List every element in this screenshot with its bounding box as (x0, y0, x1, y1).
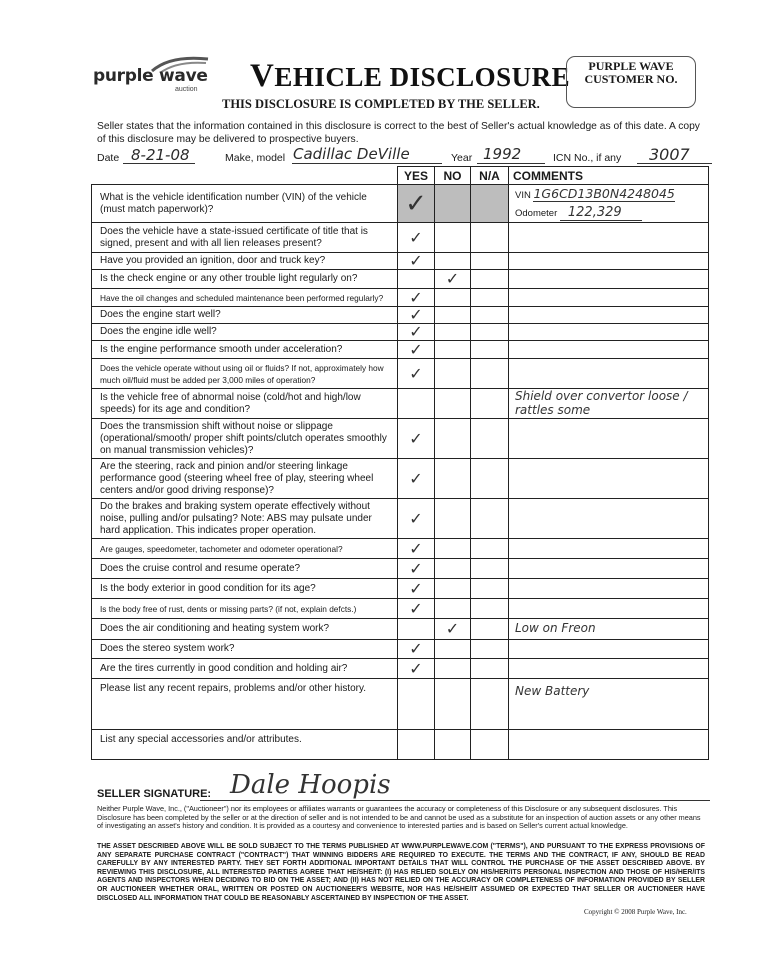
answer-no-cell[interactable] (435, 539, 471, 559)
make-label: Make, model (225, 152, 286, 164)
answer-na-cell[interactable] (471, 389, 509, 419)
col-comments: COMMENTS (509, 167, 709, 185)
answer-yes-cell[interactable] (398, 640, 435, 659)
date-value: 8-21-08 (131, 146, 190, 164)
comment-cell[interactable] (509, 730, 709, 760)
copyright: Copyright © 2008 Purple Wave, Inc. (584, 908, 687, 916)
check-mark: ✓ (445, 619, 460, 638)
answer-yes-cell[interactable] (398, 559, 435, 579)
comment-cell[interactable] (509, 459, 709, 499)
year-label: Year (451, 152, 473, 164)
question-text: Does the vehicle have a state-issued certificate of title that is signed, present and with all lien releases present? (92, 223, 398, 253)
question-text: Does the transmission shift without noise or slippage (operational/smooth/ proper shift points/clutch operates smoothly on manual transmission vehicles)? (92, 419, 398, 459)
terms-text: THE ASSET DESCRIBED ABOVE WILL BE SOLD SUBJECT TO THE TERMS PUBLISHED AT WWW.PURPLEWAVE.COM ("TERMS"), AND PURSUANT TO THE EXPRESS PROVISIONS OF ANY SEPARATE PURCHASE CONTRACT ("CONTRACT") THAT WINNING BIDDERS ARE REQUIRED TO EXECUTE. THE TERMS AND THE CONTRACT, IF ANY, SHOULD BE READ CAREFULLY BY ANY INTERESTED PARTY. THEY SET FORTH ADDITIONAL IMPORTANT DETAILS THAT WILL CONTROL THE PURCHASE OF THE ASSET DESCRIBED ABOVE. BY REVIEWING THIS DISCLOSURE, ALL INTERESTED PARTIES AGREE THAT HE/SHE/IT: (I) HAS RELIED SOLELY ON HIS/HER/ITS PERSONAL INSPECTION AND THOSE OF HIS/HER/ITS AGENTS AND INSPECTORS WHEN DECIDING TO BID ON THE ASSET; AND (II) HAS NOT RELIED ON THE ACCURACY OR COMPLETENESS OF INFORMATION PROVIDED BY SELLER OR AUCTIONEER WHETHER ORAL, WRITTEN OR POSTED ON AUCTIONEER'S WEBSITE, NOR HAS HE/SHE/IT ASSUMED OR EXPECTED THAT SELLER OR AUCTIONEER HAVE DISCLOSED ALL INFORMATION THAT COULD BE REASONABLY ASCERTAINED BY INSPECTION OF THE ASSET. (97, 843, 705, 902)
check-mark: ✓ (445, 269, 460, 288)
answer-yes-cell[interactable] (398, 459, 435, 499)
question-text: Are gauges, speedometer, tachometer and odometer operational? (92, 539, 398, 559)
answer-no-cell[interactable] (435, 619, 471, 640)
answer-na-cell[interactable] (471, 539, 509, 559)
answer-na-cell[interactable] (471, 253, 509, 270)
answer-no-cell[interactable] (435, 359, 471, 389)
comment-cell[interactable] (509, 539, 709, 559)
signature-value: Dale Hoopis (230, 770, 391, 800)
check-mark: ✓ (409, 538, 423, 558)
answer-no-cell[interactable] (435, 389, 471, 419)
comment-cell[interactable] (509, 640, 709, 659)
comment-cell[interactable] (509, 270, 709, 289)
answer-no-cell[interactable] (435, 579, 471, 599)
intro-text: Seller states that the information contained in this disclosure is correct to the best of Seller's actual knowledge as of this date. A copy of this disclosure may be delivered to prospective buyers. (97, 121, 700, 145)
comment-cell[interactable] (509, 289, 709, 307)
disclosure-table (91, 166, 709, 760)
answer-no-cell[interactable] (435, 289, 471, 307)
question-row (92, 324, 709, 341)
answer-no-cell[interactable] (435, 559, 471, 579)
comment-cell[interactable] (509, 419, 709, 459)
comment-cell[interactable] (509, 599, 709, 619)
answer-na-cell[interactable] (471, 341, 509, 359)
answer-yes-cell[interactable] (398, 324, 435, 341)
question-text: Have you provided an ignition, door and truck key? (92, 253, 398, 270)
comment-cell[interactable] (509, 389, 709, 419)
question-text: List any special accessories and/or attributes. (92, 730, 398, 760)
answer-na-cell[interactable] (471, 185, 509, 223)
answer-yes-cell[interactable] (398, 659, 435, 679)
question-row (92, 185, 709, 223)
make-value: Cadillac DeVille (293, 145, 410, 163)
answer-na-cell[interactable] (471, 223, 509, 253)
check-mark: ✓ (409, 658, 423, 678)
answer-no-cell[interactable] (435, 341, 471, 359)
answer-no-cell[interactable] (435, 185, 471, 223)
answer-no-cell[interactable] (435, 679, 471, 730)
question-row (92, 270, 709, 289)
question-row (92, 359, 709, 389)
answer-na-cell[interactable] (471, 459, 509, 499)
check-mark: ✓ (409, 363, 423, 383)
question-row (92, 307, 709, 324)
answer-na-cell[interactable] (471, 324, 509, 341)
answer-yes-cell[interactable] (398, 389, 435, 419)
question-text: Does the air conditioning and heating system work? (92, 619, 398, 640)
question-text: Does the engine start well? (92, 307, 398, 324)
question-row (92, 619, 709, 640)
question-row (92, 579, 709, 599)
comment-cell[interactable] (509, 619, 709, 640)
question-text: Are the steering, rack and pinion and/or steering linkage performance good (steering wheel free of play, steering wheel centers and/or good driving response)? (92, 459, 398, 499)
answer-na-cell[interactable] (471, 619, 509, 640)
question-text: Is the vehicle free of abnormal noise (cold/hot and high/low speeds) for its age and condition? (92, 389, 398, 419)
answer-na-cell[interactable] (471, 679, 509, 730)
answer-na-cell[interactable] (471, 579, 509, 599)
vin-label: VIN (515, 190, 531, 201)
comment-cell[interactable] (509, 253, 709, 270)
comment-cell[interactable] (509, 559, 709, 579)
answer-yes-cell[interactable] (398, 253, 435, 270)
date-label: Date (97, 152, 120, 164)
answer-no-cell[interactable] (435, 659, 471, 679)
check-mark: ✓ (409, 558, 423, 578)
answer-yes-cell[interactable] (398, 270, 435, 289)
odometer-label: Odometer (515, 208, 558, 219)
comment-cell[interactable] (509, 341, 709, 359)
year-value: 1992 (483, 145, 522, 163)
icn-value: 3007 (649, 145, 690, 164)
question-row (92, 599, 709, 619)
question-row (92, 539, 709, 559)
question-text: Have the oil changes and scheduled maintenance been performed regularly? (92, 289, 398, 307)
question-row (92, 499, 709, 539)
answer-na-cell[interactable] (471, 599, 509, 619)
answer-yes-cell[interactable] (398, 341, 435, 359)
answer-no-cell[interactable] (435, 730, 471, 760)
answer-na-cell[interactable] (471, 359, 509, 389)
question-row (92, 289, 709, 307)
comment-text: New Battery (515, 684, 590, 698)
page-title: VEHICLE DISCLOSURE (250, 58, 571, 94)
answer-na-cell[interactable] (471, 419, 509, 459)
answer-yes-cell[interactable] (398, 419, 435, 459)
answer-no-cell[interactable] (435, 599, 471, 619)
question-text: Is the body exterior in good condition for its age? (92, 579, 398, 599)
col-yes: YES (398, 167, 435, 185)
comment-text: Shield over convertor loose / rattles some (515, 388, 688, 417)
answer-no-cell[interactable] (435, 307, 471, 324)
answer-yes-cell[interactable] (398, 539, 435, 559)
answer-na-cell[interactable] (471, 559, 509, 579)
question-text: Is the body free of rust, dents or missing parts? (if not, explain defcts.) (92, 599, 398, 619)
question-text: What is the vehicle identification number (VIN) of the vehicle (must match paperwork)? (92, 185, 398, 223)
check-mark: ✓ (409, 639, 423, 658)
answer-na-cell[interactable] (471, 307, 509, 324)
answer-na-cell[interactable] (471, 270, 509, 289)
question-row (92, 253, 709, 270)
question-row (92, 341, 709, 359)
question-text: Does the stereo system work? (92, 640, 398, 659)
answer-no-cell[interactable] (435, 223, 471, 253)
question-text: Do the brakes and braking system operate effectively without noise, pulling and/or pulsating? Note: ABS may pulsate under hard application. This indicates proper operation. (92, 499, 398, 539)
comment-cell[interactable] (509, 324, 709, 341)
question-row (92, 419, 709, 459)
question-row (92, 459, 709, 499)
check-mark: ✓ (409, 508, 423, 528)
question-text: Is the check engine or any other trouble light regularly on? (92, 270, 398, 289)
question-row (92, 659, 709, 679)
vin-value: 1G6CD13B0N4248045 (533, 186, 675, 201)
question-text: Is the engine performance smooth under acceleration? (92, 341, 398, 359)
answer-na-cell[interactable] (471, 289, 509, 307)
answer-no-cell[interactable] (435, 419, 471, 459)
comment-cell[interactable] (509, 307, 709, 324)
question-row (92, 640, 709, 659)
answer-yes-cell[interactable] (398, 619, 435, 640)
answer-yes-cell[interactable] (398, 359, 435, 389)
question-row (92, 223, 709, 253)
question-text: Does the engine idle well? (92, 324, 398, 341)
comment-text: Low on Freon (515, 621, 596, 635)
comment-cell[interactable] (509, 359, 709, 389)
answer-yes-cell[interactable] (398, 223, 435, 253)
question-text: Does the vehicle operate without using oil or fluids? If not, approximately how much oil/fluid must be added per 3,000 miles of operation? (92, 359, 398, 389)
icn-label: ICN No., if any (553, 152, 622, 164)
check-mark: ✓ (405, 188, 427, 219)
answer-yes-cell[interactable] (398, 289, 435, 307)
check-mark: ✓ (409, 598, 423, 618)
check-mark: ✓ (409, 428, 423, 448)
answer-no-cell[interactable] (435, 499, 471, 539)
comment-cell[interactable] (509, 659, 709, 679)
comment-cell[interactable] (509, 579, 709, 599)
question-row (92, 730, 709, 760)
answer-no-cell[interactable] (435, 640, 471, 659)
answer-na-cell[interactable] (471, 640, 509, 659)
comment-cell[interactable] (509, 223, 709, 253)
check-mark: ✓ (409, 305, 423, 324)
answer-no-cell[interactable] (435, 270, 471, 289)
check-mark: ✓ (409, 287, 423, 307)
answer-no-cell[interactable] (435, 324, 471, 341)
answer-yes-cell[interactable] (398, 679, 435, 730)
check-mark: ✓ (409, 578, 423, 598)
disclaimer-text: Neither Purple Wave, Inc., ("Auctioneer") nor its employees or affiliates warrants or guarantees the accuracy or completeness of this Disclosure or any subsequent disclosures. This Disclosure has been completed by the seller or at the direction of seller and is not intended to be and cannot be used as a substitute for an inspection of auction assets or any other means of investigating an asset's history and condition. It is provided as a courtesy and convenience to interested parties and is based on Seller's current actual knowledge. (97, 804, 701, 831)
logo-brand: purple wave (93, 66, 208, 86)
signature-label: SELLER SIGNATURE: (97, 788, 212, 800)
check-mark: ✓ (409, 251, 423, 270)
comment-cell[interactable] (509, 499, 709, 539)
col-na: N/A (471, 167, 509, 185)
question-row (92, 679, 709, 730)
question-row (92, 559, 709, 579)
col-no: NO (435, 167, 471, 185)
comment-cell[interactable] (509, 185, 709, 223)
answer-yes-cell[interactable] (398, 579, 435, 599)
answer-yes-cell[interactable] (398, 730, 435, 760)
check-mark: ✓ (409, 468, 423, 488)
odometer-value: 122,329 (560, 205, 642, 221)
answer-yes-cell[interactable] (398, 185, 435, 223)
answer-na-cell[interactable] (471, 499, 509, 539)
answer-yes-cell[interactable] (398, 307, 435, 324)
answer-na-cell[interactable] (471, 730, 509, 760)
answer-no-cell[interactable] (435, 253, 471, 270)
question-text: Please list any recent repairs, problems and/or other history. (92, 679, 398, 730)
page-subtitle: THIS DISCLOSURE IS COMPLETED BY THE SELLER. (222, 97, 540, 111)
check-mark: ✓ (409, 227, 423, 247)
check-mark: ✓ (409, 339, 423, 359)
check-mark: ✓ (409, 322, 423, 341)
answer-yes-cell[interactable] (398, 499, 435, 539)
question-text: Are the tires currently in good condition and holding air? (92, 659, 398, 679)
question-text: Does the cruise control and resume operate? (92, 559, 398, 579)
answer-yes-cell[interactable] (398, 599, 435, 619)
logo-sub: auction (175, 86, 198, 93)
question-row (92, 389, 709, 419)
customer-number-box: PURPLE WAVE CUSTOMER NO. (566, 56, 696, 108)
comment-cell[interactable] (509, 679, 709, 730)
answer-na-cell[interactable] (471, 659, 509, 679)
answer-no-cell[interactable] (435, 459, 471, 499)
